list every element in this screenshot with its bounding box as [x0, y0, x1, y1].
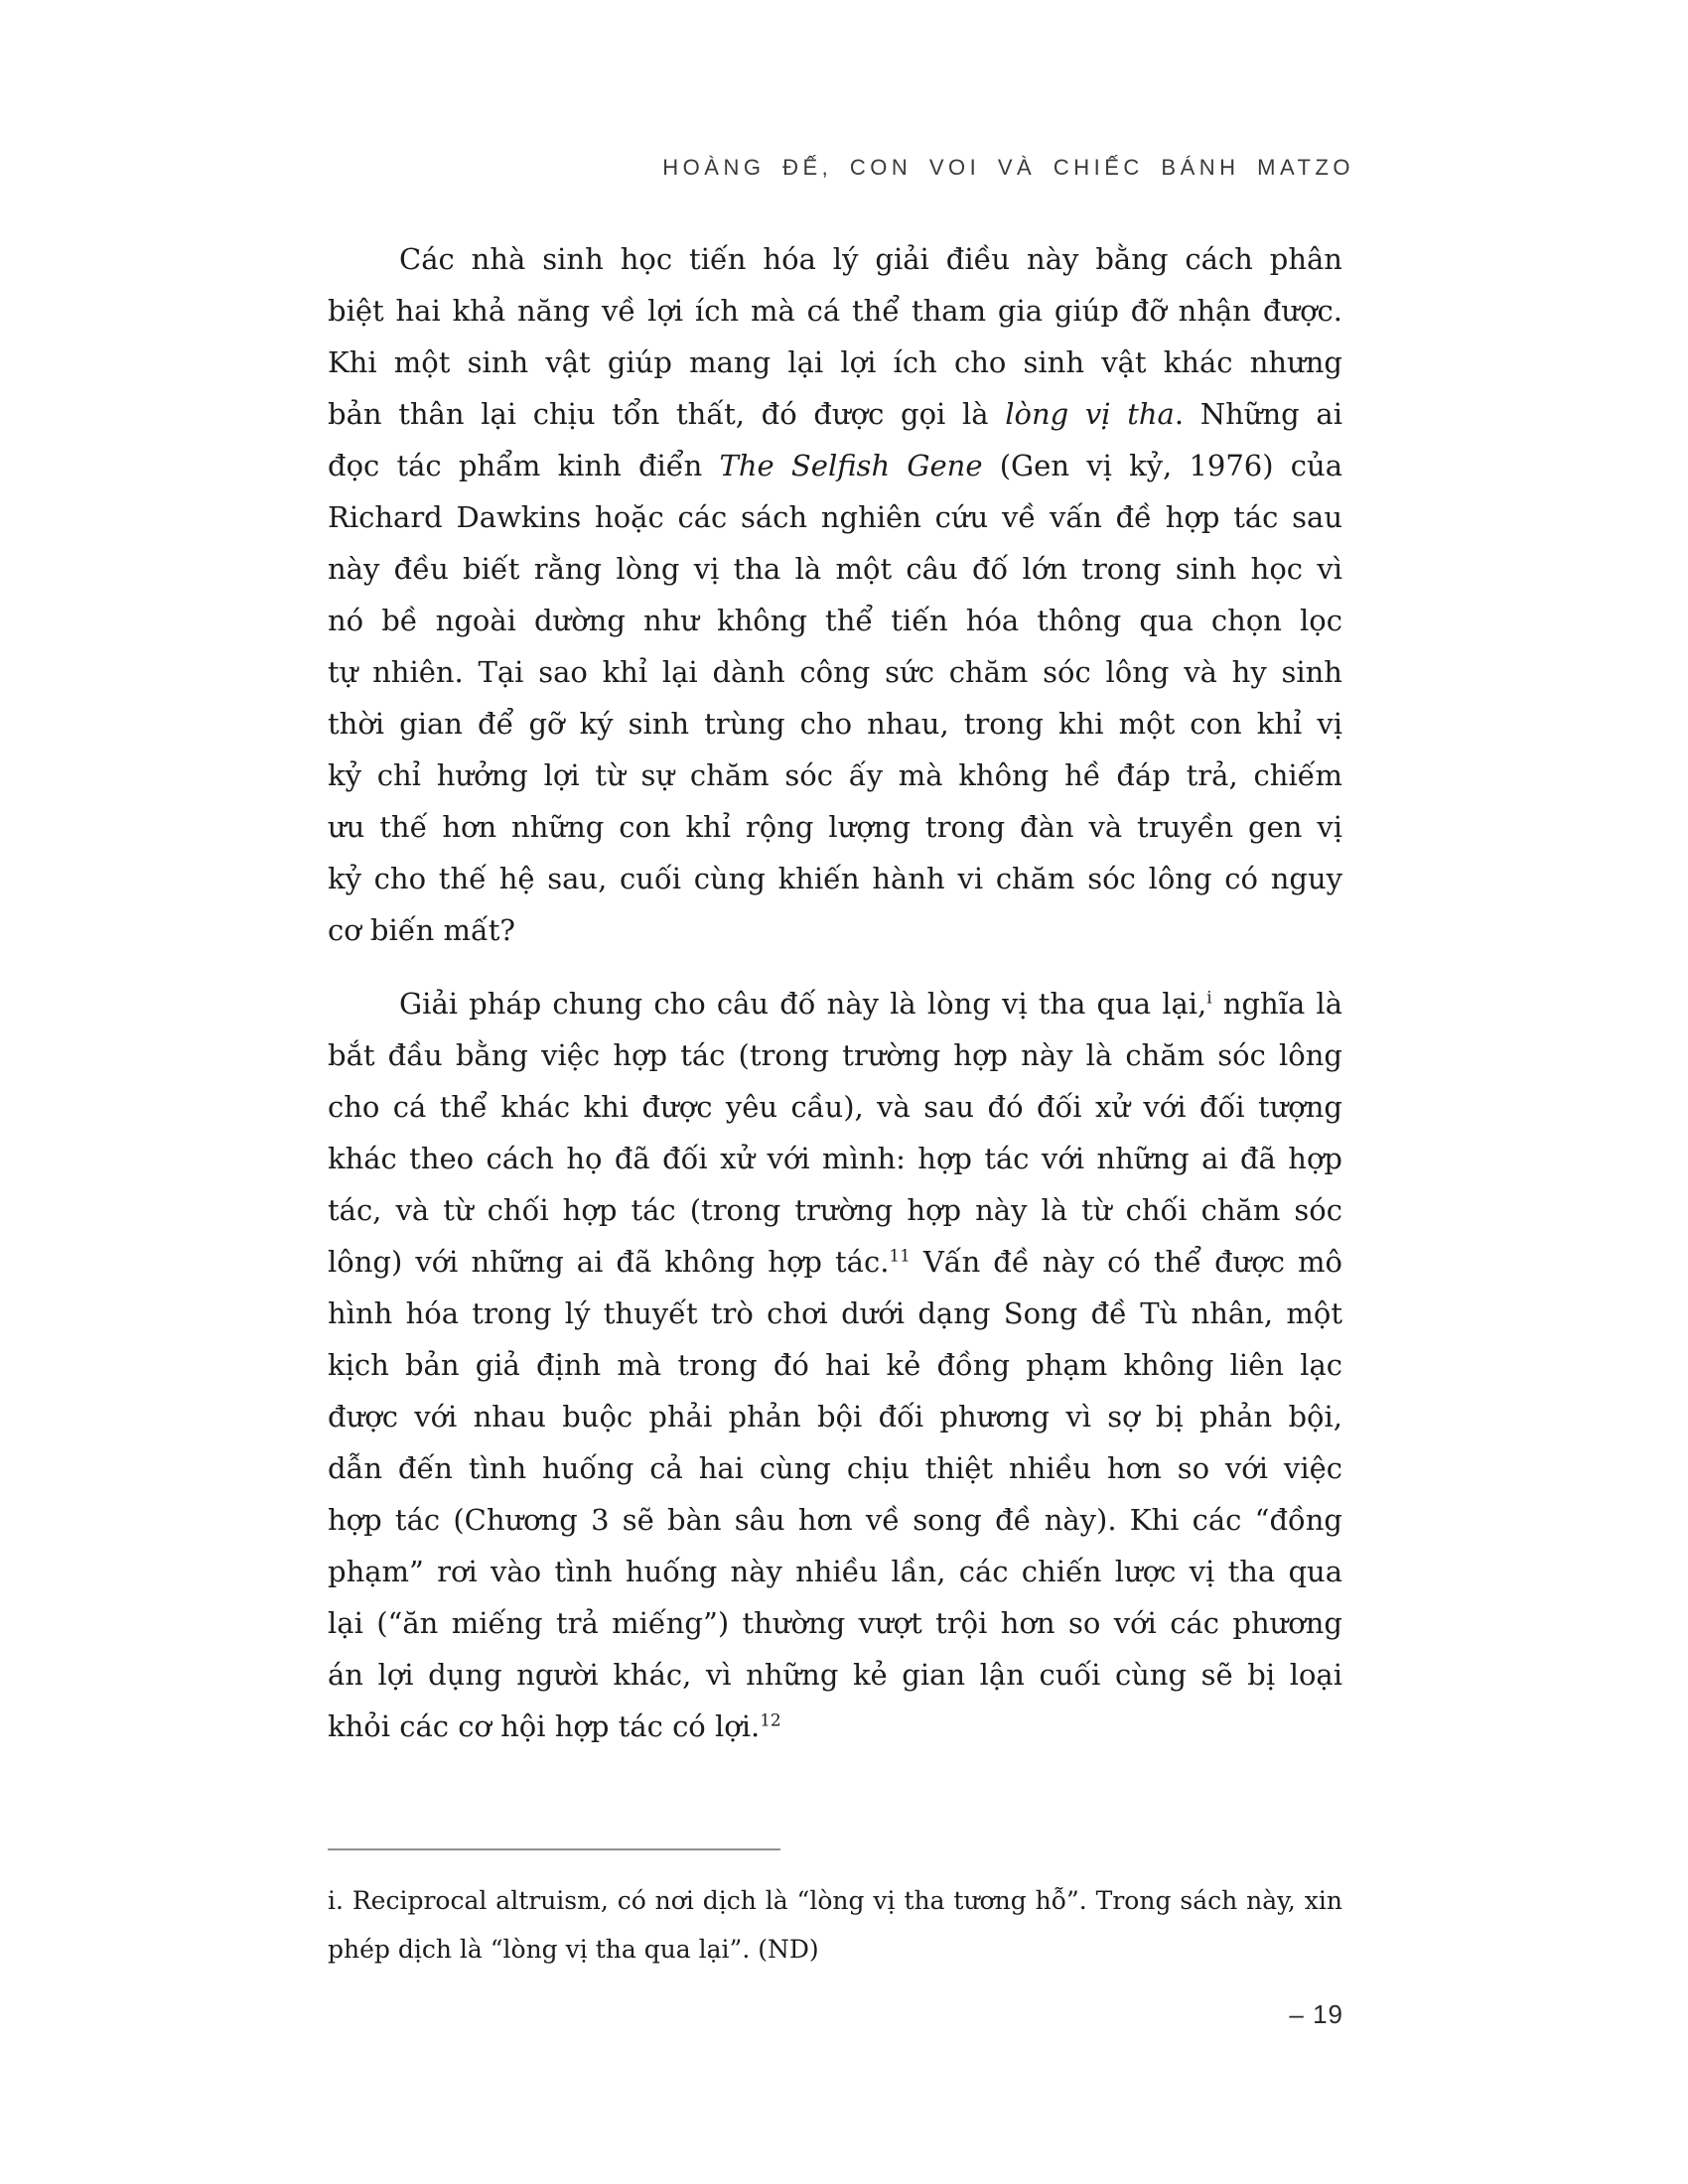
- text-segment: Các nhà sinh học tiến hóa lý giải điều này bằng cách phân: [399, 242, 1342, 276]
- text-segment: nó bề ngoài dường như không thể tiến hóa thông qua chọn lọc: [328, 604, 1342, 637]
- text-segment: án lợi dụng người khác, vì những kẻ gian lận cuối cùng sẽ bị loại: [328, 1658, 1342, 1692]
- text-line: [328, 853, 1342, 904]
- text-segment: phạm” rơi vào tình huống này nhiều lần, các chiến lược vị tha qua: [328, 1555, 1342, 1588]
- text-segment: i. Reciprocal altruism, có nơi dịch là “lòng vị tha tương hỗ”. Trong sách này, xin: [328, 1886, 1342, 1915]
- text-line: [328, 1184, 1342, 1236]
- text-line: [328, 698, 1342, 750]
- text-segment: tự nhiên. Tại sao khỉ lại dành công sức chăm sóc lông và hy sinh: [328, 655, 1342, 689]
- text-segment: lòng vị tha: [1005, 397, 1175, 431]
- text-line: [328, 750, 1342, 801]
- text-segment: lông) với những ai đã không hợp tác.: [328, 1245, 890, 1279]
- text-segment: phép dịch là “lòng vị tha qua lại”. (ND): [328, 1935, 819, 1964]
- text-line: [328, 1597, 1342, 1649]
- text-line: [328, 491, 1342, 543]
- text-line: [328, 1029, 1342, 1081]
- text-segment: cơ biến mất?: [328, 913, 515, 947]
- footnote-block: [328, 1848, 1342, 1974]
- text-line: [328, 1339, 1342, 1391]
- text-line: [328, 1649, 1342, 1701]
- text-segment: được với nhau buộc phải phản bội đối phương vì sợ bị phản bội,: [328, 1400, 1342, 1433]
- text-line: [328, 285, 1342, 337]
- text-segment: . Những ai: [1174, 397, 1342, 431]
- text-segment: nghĩa là: [1211, 987, 1342, 1021]
- text-segment: khỏi các cơ hội hợp tác có lợi.: [328, 1709, 761, 1743]
- text-segment: dẫn đến tình huống cả hai cùng chịu thiệt nhiều hơn so với việc: [328, 1451, 1342, 1485]
- text-segment: hình hóa trong lý thuyết trò chơi dưới dạng Song đề Tù nhân, một: [328, 1297, 1342, 1330]
- text-segment: kịch bản giả định mà trong đó hai kẻ đồng phạm không liên lạc: [328, 1348, 1342, 1382]
- footnote: [328, 1850, 1342, 1974]
- text-line: [328, 1494, 1342, 1546]
- text-segment: Vấn đề này có thể được mô: [910, 1245, 1343, 1279]
- text-line: [328, 1925, 1342, 1974]
- running-header: HOÀNG ĐẾ, CON VOI VÀ CHIẾC BÁNH MATZO: [662, 155, 1354, 180]
- text-segment: Richard Dawkins hoặc các sách nghiên cứu về vấn đề hợp tác sau: [328, 500, 1342, 534]
- footnote-marker: 12: [760, 1709, 781, 1730]
- body-text: [328, 233, 1342, 1752]
- text-line: [328, 1081, 1342, 1133]
- paragraph: [328, 233, 1342, 956]
- text-segment: này đều biết rằng lòng vị tha là một câu đố lớn trong sinh học vì: [328, 552, 1342, 586]
- text-segment: khác theo cách họ đã đối xử với mình: hợp tác với những ai đã hợp: [328, 1142, 1342, 1175]
- text-line: [328, 1288, 1342, 1339]
- text-line: [328, 440, 1342, 491]
- page-number: – 19: [1289, 1999, 1343, 2029]
- text-segment: biệt hai khả năng về lợi ích mà cá thể tham gia giúp đỡ nhận được.: [328, 294, 1342, 328]
- text-line: [328, 388, 1342, 440]
- text-line: [328, 1876, 1342, 1925]
- text-segment: bản thân lại chịu tổn thất, đó được gọi là: [328, 397, 1006, 431]
- text-line: [328, 1442, 1342, 1494]
- text-line: [328, 337, 1342, 388]
- text-segment: ưu thế hơn những con khỉ rộng lượng trong đàn và truyền gen vị: [328, 810, 1342, 844]
- text-line: [328, 1391, 1342, 1442]
- text-line: [328, 801, 1342, 853]
- text-line: [328, 595, 1342, 646]
- text-segment: thời gian để gỡ ký sinh trùng cho nhau, trong khi một con khỉ vị: [328, 707, 1342, 741]
- text-line: [328, 1701, 1342, 1752]
- text-line: [328, 978, 1342, 1029]
- text-line: [328, 233, 1342, 285]
- text-segment: hợp tác (Chương 3 sẽ bàn sâu hơn về song đề này). Khi các “đồng: [328, 1503, 1342, 1537]
- paragraph: [328, 978, 1342, 1752]
- text-line: [328, 1236, 1342, 1288]
- text-segment: Giải pháp chung cho câu đố này là lòng vị tha qua lại,: [399, 987, 1207, 1021]
- footnote-marker: i: [1206, 987, 1212, 1008]
- text-line: [328, 543, 1342, 595]
- text-segment: kỷ chỉ hưởng lợi từ sự chăm sóc ấy mà không hề đáp trả, chiếm: [328, 758, 1342, 792]
- text-segment: đọc tác phẩm kinh điển: [328, 449, 720, 482]
- text-segment: cho cá thể khác khi được yêu cầu), và sau đó đối xử với đối tượng: [328, 1090, 1342, 1124]
- text-segment: (Gen vị kỷ, 1976) của: [982, 449, 1342, 482]
- text-line: [328, 1133, 1342, 1184]
- footnote-marker: 11: [889, 1245, 911, 1266]
- text-segment: Khi một sinh vật giúp mang lại lợi ích cho sinh vật khác nhưng: [328, 345, 1342, 379]
- text-segment: tác, và từ chối hợp tác (trong trường hợp này là từ chối chăm sóc: [328, 1193, 1342, 1227]
- text-line: [328, 646, 1342, 698]
- text-segment: The Selfish Gene: [719, 449, 983, 482]
- text-segment: kỷ cho thế hệ sau, cuối cùng khiến hành vi chăm sóc lông có nguy: [328, 862, 1342, 895]
- text-line: [328, 904, 1342, 956]
- text-line: [328, 1546, 1342, 1597]
- text-segment: lại (“ăn miếng trả miếng”) thường vượt trội hơn so với các phương: [328, 1606, 1342, 1640]
- text-segment: bắt đầu bằng việc hợp tác (trong trường hợp này là chăm sóc lông: [328, 1038, 1342, 1072]
